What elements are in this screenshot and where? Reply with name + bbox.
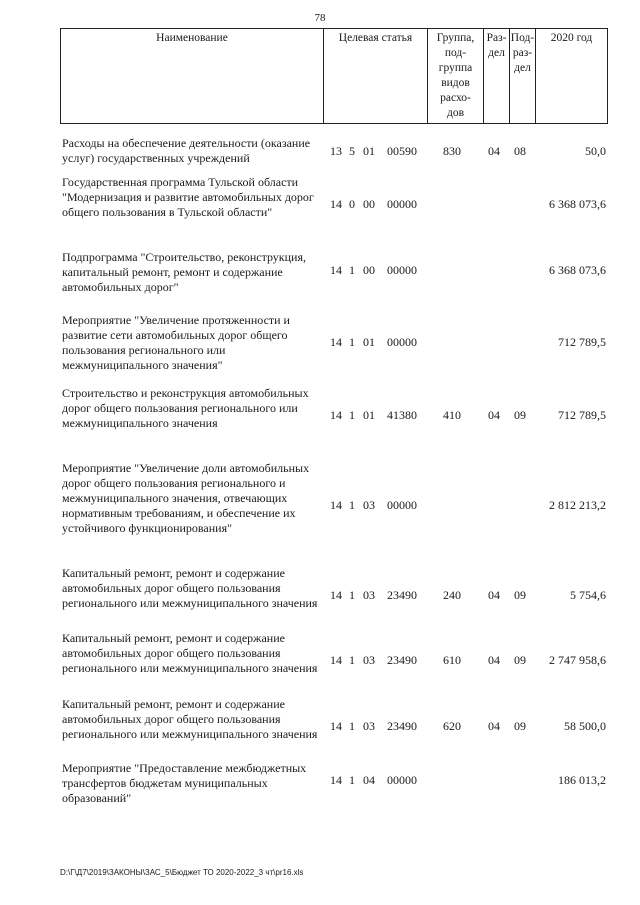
group-code: 610 — [443, 653, 461, 667]
code-2: 1 — [349, 498, 355, 512]
table-header — [60, 28, 608, 124]
header-target: Целевая статья — [323, 29, 427, 123]
row-name: Подпрограмма "Строительство, реконструкция, капитальный ремонт, ремонт и содержание автомобильных дорог" — [62, 250, 306, 294]
header-name: Наименование — [156, 32, 228, 44]
code-3: 01 — [363, 408, 375, 422]
subsection-code: 09 — [514, 408, 526, 422]
subsection-code: 09 — [514, 588, 526, 602]
code-4: 23490 — [387, 719, 417, 733]
group-code: 240 — [443, 588, 461, 602]
code-2: 1 — [349, 719, 355, 733]
section-code: 04 — [488, 144, 500, 158]
row-name: Строительство и реконструкция автомобильных дорог общего пользования регионального или межмуниципального значения — [62, 386, 309, 430]
table-row — [60, 175, 608, 235]
header-subsection: Под- раз- дел — [509, 29, 535, 123]
code-2: 1 — [349, 653, 355, 667]
code-3: 03 — [363, 719, 375, 733]
amount: 58 500,0 — [564, 719, 606, 733]
code-2: 1 — [349, 773, 355, 787]
amount: 50,0 — [585, 144, 606, 158]
code-3: 01 — [363, 335, 375, 349]
file-path-footer: D:\Г\Д7\2019\ЗАКОНЫ\ЗАС_5\Бюджет ТО 2020-2022_3 чт\pr16.xls — [60, 868, 304, 877]
row-name: Капитальный ремонт, ремонт и содержание автомобильных дорог общего пользования регионального или межмуниципального значения — [62, 631, 318, 675]
code-4: 00000 — [387, 773, 417, 787]
row-name: Капитальный ремонт, ремонт и содержание автомобильных дорог общего пользования регионального или межмуниципального значения — [62, 697, 318, 741]
table-row — [60, 461, 608, 553]
row-name: Мероприятие "Увеличение доли автомобильных дорог общего пользования регионального и межмуниципального значения, отвечающих нормативным требованиям, и обеспечение их устойчивого функционирования" — [62, 461, 310, 535]
code-3: 03 — [363, 653, 375, 667]
code-4: 23490 — [387, 653, 417, 667]
header-section: Раз- дел — [483, 29, 509, 123]
code-1: 14 — [330, 498, 342, 512]
section-code: 04 — [488, 719, 500, 733]
group-code: 620 — [443, 719, 461, 733]
code-2: 5 — [349, 144, 355, 158]
code-3: 00 — [363, 197, 375, 211]
row-name: Мероприятие "Увеличение протяженности и развитие сети автомобильных дорог общего пользования регионального или межмуниципального значения" — [62, 313, 290, 372]
code-3: 03 — [363, 498, 375, 512]
code-2: 1 — [349, 335, 355, 349]
code-1: 14 — [330, 263, 342, 277]
amount: 2 812 213,2 — [549, 498, 606, 512]
amount: 6 368 073,6 — [549, 263, 606, 277]
code-1: 14 — [330, 197, 342, 211]
table-row — [60, 697, 608, 757]
row-name: Мероприятие "Предоставление межбюджетных трансфертов бюджетам муниципальных образований" — [62, 761, 307, 805]
subsection-code: 09 — [514, 653, 526, 667]
code-1: 14 — [330, 408, 342, 422]
code-1: 14 — [330, 719, 342, 733]
table-row — [60, 250, 608, 295]
group-code: 830 — [443, 144, 461, 158]
code-3: 00 — [363, 263, 375, 277]
code-3: 01 — [363, 144, 375, 158]
row-name: Расходы на обеспечение деятельности (оказание услуг) государственных учреждений — [62, 136, 311, 165]
header-group: Группа, под- группа видов расхо- дов — [427, 29, 483, 123]
code-2: 0 — [349, 197, 355, 211]
section-code: 04 — [488, 653, 500, 667]
code-4: 41380 — [387, 408, 417, 422]
section-code: 04 — [488, 408, 500, 422]
code-1: 14 — [330, 653, 342, 667]
amount: 186 013,2 — [558, 773, 606, 787]
table-row — [60, 386, 608, 446]
subsection-code: 09 — [514, 719, 526, 733]
code-1: 14 — [330, 335, 342, 349]
code-4: 00000 — [387, 335, 417, 349]
group-code: 410 — [443, 408, 461, 422]
page-number: 78 — [314, 12, 326, 24]
row-name: Государственная программа Тульской области "Модернизация и развитие автомобильных дорог общего пользования в Тульской области" — [62, 175, 314, 219]
row-name: Капитальный ремонт, ремонт и содержание автомобильных дорог общего пользования регионального или межмуниципального значения — [62, 566, 318, 610]
code-4: 00590 — [387, 144, 417, 158]
amount: 712 789,5 — [558, 335, 606, 349]
code-4: 23490 — [387, 588, 417, 602]
code-1: 14 — [330, 588, 342, 602]
subsection-code: 08 — [514, 144, 526, 158]
table-row — [60, 631, 608, 691]
code-1: 13 — [330, 144, 342, 158]
amount: 712 789,5 — [558, 408, 606, 422]
code-3: 03 — [363, 588, 375, 602]
code-4: 00000 — [387, 498, 417, 512]
code-4: 00000 — [387, 197, 417, 211]
section-code: 04 — [488, 588, 500, 602]
code-2: 1 — [349, 263, 355, 277]
table-row — [60, 136, 608, 166]
header-year: 2020 год — [535, 29, 607, 123]
code-2: 1 — [349, 408, 355, 422]
code-4: 00000 — [387, 263, 417, 277]
code-2: 1 — [349, 588, 355, 602]
amount: 6 368 073,6 — [549, 197, 606, 211]
amount: 2 747 958,6 — [549, 653, 606, 667]
code-1: 14 — [330, 773, 342, 787]
amount: 5 754,6 — [570, 588, 606, 602]
table-row — [60, 566, 608, 626]
code-3: 04 — [363, 773, 375, 787]
table-row — [60, 761, 608, 806]
table-row — [60, 313, 608, 373]
